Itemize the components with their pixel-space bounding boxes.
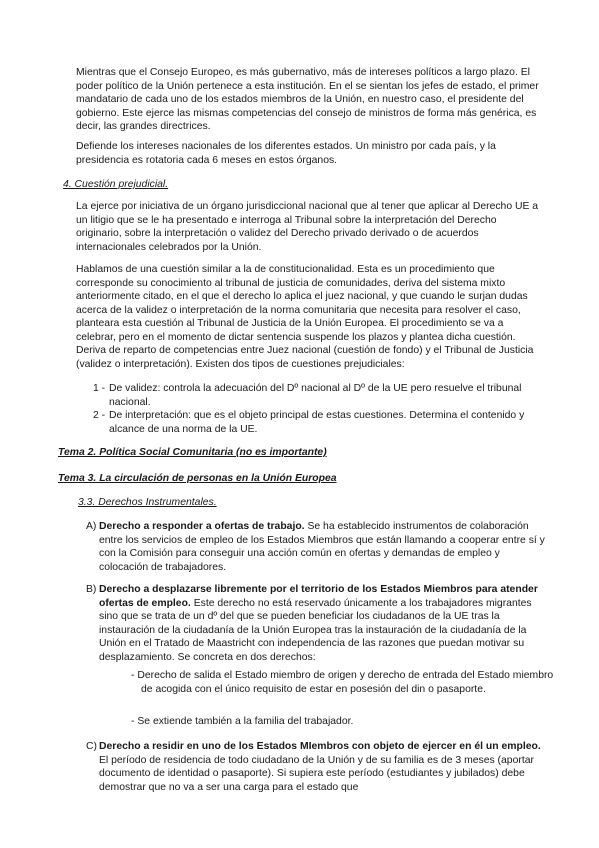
list-bold-title: Derecho a residir en uno de los Estados MIembros con objeto de ejercer en él un empleo. [99,741,541,752]
list-item-b [86,583,548,663]
list-item [93,409,543,437]
list-label: A) [86,521,97,532]
paragraph-consejo-europeo: Mientras que el Consejo Europeo, es más gubernativo, más de intereses políticos a largo plazo. El poder político de la Unión pertenece a esta institución. En el se sientan los jefes de estado, el primer mandatario de cada uno de los estados miembros de la Unión, en nuestro caso, el presidente del gobierno. Este ejerce las mismas competencias del consejo de ministros de forma más genérica, es decir, las grandes directrices. [76,67,539,132]
list-label: C) [86,741,97,752]
list-item-a [86,520,548,576]
list-label: B) [86,584,97,595]
list-body: Este derecho no está reservado únicamente a los trabajadores migrantes sino que se trata de un dº del que se pueden beneficiar los ciudadanos de la UE tras la instauración de la ciudadanía de la Unión Europea tras la instauración de la ciudadanía de la Unión en el Tratado de Maastricht con independencia de las razones que puedan motivar su desplazamiento. Se concreta en dos derechos: [99,597,532,663]
heading-cuestion-prejudicial: 4. Cuestión prejudicial. [63,179,169,190]
paragraph-cuestion-constitucionalidad: Hablamos de una cuestión similar a la de constitucionalidad. Esta es un procedimiento que corresponde su conocimiento al tribunal de justicia de comunidades, deriva del sistema mixto anteriormente citado, en el que el derecho lo aplica el juez nacional, y que cuando le surjan dudas acerca de la validez o interpretación de la norma comunitaria que necesita para resolver el caso, planteara esta cuestión al Tribunal de Justicia de la Unión Europea. El procedimiento se va a celebrar, pero en el momento de dictar sentencia suspende los plazos y plantea dicha cuestión. Deriva de reparto de competencias entre Juez nacional (cuestión de fondo) y el Tribunal de Justicia (validez o interpretación). Existen dos tipos de cuestiones prejudiciales: [76,264,534,370]
paragraph-intereses-nacionales: Defiende los intereses nacionales de los diferentes estados. Un ministro por cada país, y la presidencia es rotatoria cada 6 meses en estos órganos. [76,141,496,166]
list-bold-title: Derecho a desplazarse libremente por el territorio de los Estados Miembros para atender ofertas de empleo. [99,584,538,609]
sub-item-familia: - Se extiende también a la familia del trabajador. [131,716,354,727]
heading-derechos-instrumentales: 3.3. Derechos Instrumentales. [78,497,217,508]
list-number: 1 - [93,383,106,394]
list-text [99,740,546,794]
list-text: De validez: controla la adecuación del Dº nacional al Dº de la UE pero resuelve el tribunal nacional. [109,383,522,408]
list-text [99,520,546,574]
list-item [93,382,543,410]
list-body: El período de residencia de todo ciudadano de la Unión y de su familia es de 3 meses (aportar documento de identidad o pasaporte). Si supiera este período (estudiantes y jubilados) debe demostrar que no va a ser una carga para el estado que [99,754,534,793]
list-number: 2 - [93,410,106,421]
sub-item-derecho-salida: - Derecho de salida el Estado miembro de origen y derecho de entrada del Estado miembro de acogida con el único requisito de estar en posesión del din o pasaporte. [131,670,554,695]
list-item-c [86,740,548,796]
heading-tema-2: Tema 2. Política Social Comunitaria (no es importante) [58,447,327,458]
heading-tema-3: Tema 3. La circulación de personas en la Unión Europea [58,473,337,484]
paragraph-cuestion-definicion: La ejerce por iniciativa de un órgano jurisdiccional nacional que al tener que aplicar al Derecho UE a un litigio que se le ha presentado e interroga al Tribunal sobre la interpretación del Derecho originario, sobre la interpretación o validez del Derecho privado derivado o de acuerdos internacionales celebrados por la Unión. [76,201,539,253]
list-text: De interpretación: que es el objeto principal de estas cuestiones. Determina el contenido y alcance de una norma de la UE. [109,410,525,435]
list-bold-title: Derecho a responder a ofertas de trabajo. [99,521,305,532]
list-text [99,583,546,664]
list-body: Se ha establecido instrumentos de colaboración entre los servicios de empleo de los Estados Miembros que están llamando a cooperar entre sí y con la Comisión para conseguir una acción común en ofertas y demandas de empleo y colocación de trabajadores. [99,521,545,573]
